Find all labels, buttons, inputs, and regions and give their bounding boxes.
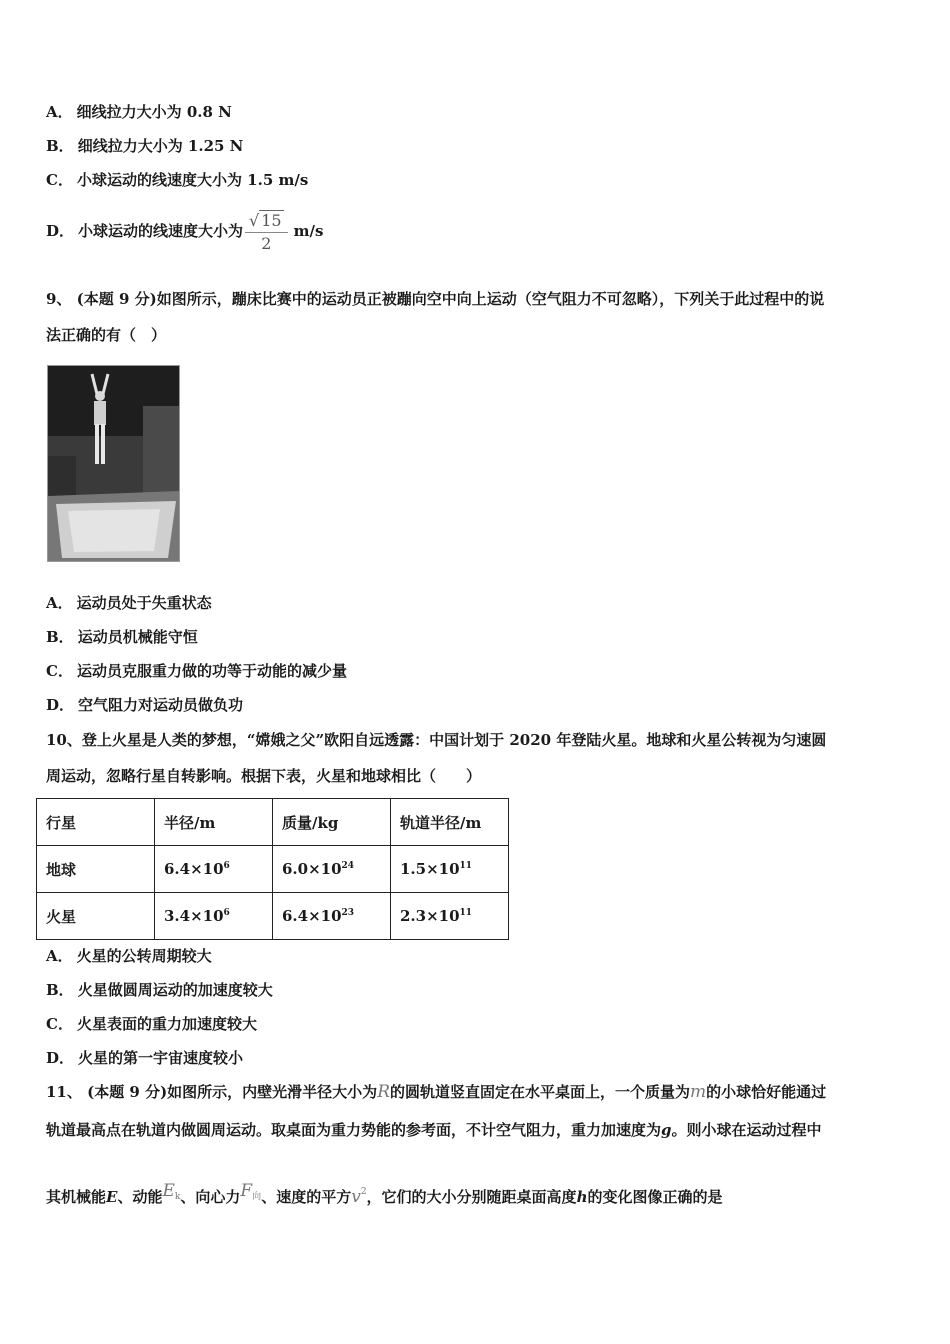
table-row <box>37 846 509 893</box>
option-text: 小球运动的线速度大小为 1.5 m/s <box>76 171 309 189</box>
option-label: A． <box>46 594 73 612</box>
option-label: C． <box>46 171 73 189</box>
sqrt15-over-2-fraction: $\frac{√ 15}{2}$ <box>245 212 288 253</box>
q11-stem-line1: 11、 (本题 9 分)如图所示，内壁光滑半径大小为R的圆轨道竖直固定在水平桌面上，一个质量为m的小球恰好能通过 <box>46 1082 827 1102</box>
trampoline-athlete-photo <box>47 365 180 562</box>
mass-cell: $6.0\times 10^{24}$ <box>273 846 391 893</box>
option-label: C． <box>46 1015 73 1033</box>
radius-cell: $3.4\times 10^6$ <box>155 893 273 940</box>
unit-text: m/s <box>293 222 324 240</box>
q10-stem-line2: 周运动，忽略行星自转影响。根据下表，火星和地球相比（ ） <box>46 767 482 785</box>
option-text: 细线拉力大小为 0.8 N <box>76 103 232 121</box>
option-label: C． <box>46 662 73 680</box>
mass-cell: $6.4\times 10^{23}$ <box>273 893 391 940</box>
option-label: D． <box>46 1049 75 1067</box>
var-v-squared: $v^2$ <box>351 1187 367 1207</box>
option-text: 小球运动的线速度大小为 <box>78 222 244 240</box>
q10-option-b <box>46 980 273 1000</box>
option-text: 运动员机械能守恒 <box>77 628 198 646</box>
planet-name-cell: 地球 <box>37 846 155 893</box>
header-cell: 质量/kg <box>273 799 391 846</box>
option-text: 火星表面的重力加速度较大 <box>76 1015 257 1033</box>
q9-option-d <box>46 695 243 715</box>
q11-stem-line3: 其机械能E、动能$E_k$、向心力$F_向$、速度的平方$v^2$，它们的大小分别随距桌面高度h的变化图像正确的是 <box>46 1181 723 1207</box>
q9-stem-line2: 法正确的有（ ） <box>46 326 167 344</box>
option-text: 火星的第一宇宙速度较小 <box>78 1049 244 1067</box>
q10-option-c <box>46 1014 257 1034</box>
orbit-cell: $2.3\times 10^{11}$ <box>391 893 509 940</box>
planet-data-table <box>36 798 509 940</box>
option-label: B． <box>46 137 74 155</box>
option-text: 火星的公转周期较大 <box>76 947 212 965</box>
option-text: 空气阻力对运动员做负功 <box>78 696 244 714</box>
option-label: A． <box>46 947 73 965</box>
q8-option-c <box>46 170 308 190</box>
orbit-cell: $1.5\times 10^{11}$ <box>391 846 509 893</box>
q8-option-a <box>46 102 232 122</box>
option-label: D． <box>46 222 75 240</box>
option-text: 火星做圆周运动的加速度较大 <box>77 981 273 999</box>
var-F-centripetal: $F_向$ <box>240 1181 262 1202</box>
option-label: D． <box>46 696 75 714</box>
radius-cell: $6.4\times 10^6$ <box>155 846 273 893</box>
q11-stem-line2: 轨道最高点在轨道内做圆周运动。取桌面为重力势能的参考面，不计空气阻力，重力加速度为g。则小球在运动过程中 <box>46 1121 822 1139</box>
var-R: R <box>377 1082 390 1102</box>
q9-option-b <box>46 627 198 647</box>
var-E: E <box>106 1188 118 1206</box>
q10-stem-line1: 10、登上火星是人类的梦想，“嫦娥之父”欧阳自远透露：中国计划于 2020 年登陆火星。地球和火星公转视为匀速圆 <box>46 731 827 749</box>
var-Ek: $E_k$ <box>162 1181 181 1202</box>
table-row <box>37 893 509 940</box>
header-cell: 半径/m <box>155 799 273 846</box>
option-label: B． <box>46 628 74 646</box>
var-g: g <box>661 1121 672 1139</box>
header-cell: 轨道半径/m <box>391 799 509 846</box>
table-header-row <box>37 799 509 846</box>
header-cell: 行星 <box>37 799 155 846</box>
option-label: B． <box>46 981 74 999</box>
q9-option-c <box>46 661 347 681</box>
q9-stem-line1: 9、 (本题 9 分)如图所示，蹦床比赛中的运动员正被蹦向空中向上运动（空气阻力不可忽略），下列关于此过程中的说 <box>46 290 825 308</box>
var-m: m <box>690 1082 707 1102</box>
q8-option-d <box>46 206 323 256</box>
q10-option-d <box>46 1048 243 1068</box>
option-label: A． <box>46 103 73 121</box>
option-text: 运动员克服重力做的功等于动能的减少量 <box>76 662 347 680</box>
q8-option-b <box>46 136 243 156</box>
q9-option-a <box>46 593 212 613</box>
q10-option-a <box>46 946 212 966</box>
option-text: 运动员处于失重状态 <box>76 594 212 612</box>
planet-name-cell: 火星 <box>37 893 155 940</box>
var-h: h <box>576 1188 588 1206</box>
option-text: 细线拉力大小为 1.25 N <box>77 137 244 155</box>
